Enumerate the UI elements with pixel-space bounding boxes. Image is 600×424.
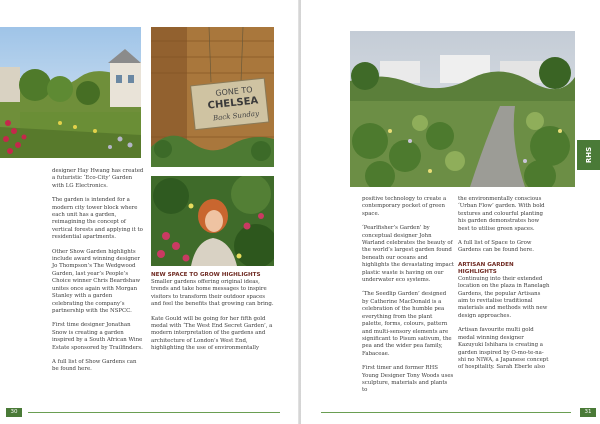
woman-with-flowers-photo bbox=[151, 176, 274, 266]
right-column-2 bbox=[458, 196, 550, 379]
paragraph: ‘Pearlfisher’s Garden’ by conceptual designer John Warland celebrates the beauty of the world’s largest garden found beneath our oceans and highlights the devastating impact plastic waste is having on our underwater eco systems. bbox=[362, 225, 454, 284]
eco-city-garden-photo bbox=[0, 27, 141, 158]
page-number-right: 31 bbox=[580, 408, 596, 417]
paragraph: The garden is intended for a modern city tower block where each unit has a garden, reimagining the concept of vertical forests and applying it to residential apartments. bbox=[52, 197, 143, 241]
page-number-left: 30 bbox=[6, 408, 22, 417]
left-column-2 bbox=[151, 272, 274, 360]
paragraph: designer Hay Hwang has created a futuristic ‘Eco-City’ Garden with LG Electronics. bbox=[52, 168, 144, 189]
paragraph: Continuing into their extended location on the plaza in Ranelagh Gardens, the popular Artisans aim to revitalise traditional materials and methods with new design approaches. bbox=[458, 275, 550, 319]
paragraph: Other Show Garden highlights include award winning designer Jo Thompson’s The Wedgwood Garden, last year’s People’s Choice winner Chris Beardshaw unites once again with Morgan Stanley with a garden celebrating the company’s partnership with the NSPCC. bbox=[52, 248, 141, 314]
sign-line-1: GONE TO bbox=[214, 85, 253, 98]
urban-flow-garden-photo bbox=[350, 31, 575, 187]
right-column-1 bbox=[362, 196, 454, 402]
left-page bbox=[0, 0, 299, 424]
paragraph: the environmentally conscious ‘Urban Flow’ garden. With bold textures and colourful planting his garden demonstrates how best to utilise green spaces. bbox=[458, 196, 545, 232]
paragraph: Smaller gardens offering original ideas, trends and take home messages to inspire visitors to transform their outdoor spaces and feel the benefits that growing can bring. bbox=[151, 279, 274, 308]
paragraph: positive technology to create a contemporary pocket of green space. bbox=[362, 196, 447, 217]
paragraph: Artisan favourite multi gold medal winning designer Kazuyuki Ishihara is creating a garden inspired by O-mo-te-na-shi no NIWA, a Japanese concept of hospitality. Sarah Eberle also bbox=[458, 327, 549, 371]
paragraph: A full list of Space to Grow Gardens can be found here. bbox=[458, 240, 534, 254]
paragraph: First timer and former RHS Young Designer Tony Woods uses sculpture, materials and plants to bbox=[362, 365, 454, 394]
paragraph: A full list of Show Gardens can be found here. bbox=[52, 358, 137, 373]
gone-to-chelsea-sign-photo bbox=[151, 27, 274, 167]
paragraph: ‘The Seedlip Garden’ designed by Catherine MacDonald is a celebration of the humble pea everything from the plant palette, forms, colours, pattern and multi-sensory elements are significant to Pisum sativum, the pea and the wider pea family, Fabaceae. bbox=[362, 291, 452, 357]
rhs-side-tab bbox=[577, 140, 600, 170]
paragraph: Kate Gould will be going for her fifth gold medal with ‘The West End Secret Garden’, a modern interpretation of the gardens and architecture of London’s West End, highlighting the use of environmentally bbox=[151, 315, 273, 352]
sign-line-2: CHELSEA bbox=[207, 95, 259, 112]
section-heading: ARTISAN GARDEN HIGHLIGHTS bbox=[458, 261, 514, 275]
section-heading: NEW SPACE TO GROW HIGHLIGHTS bbox=[151, 272, 261, 278]
left-column-1 bbox=[52, 168, 144, 381]
right-page bbox=[301, 0, 600, 424]
rhs-side-tab-label: RHS bbox=[584, 146, 593, 164]
sign-line-3: Back Sunday bbox=[212, 109, 260, 123]
paragraph: First time designer Jonathan Snow is creating a garden inspired by a South African Wine Estate sponsored by Trailfinders. bbox=[52, 322, 143, 351]
footer-rule bbox=[321, 412, 571, 413]
footer-rule bbox=[28, 412, 280, 413]
